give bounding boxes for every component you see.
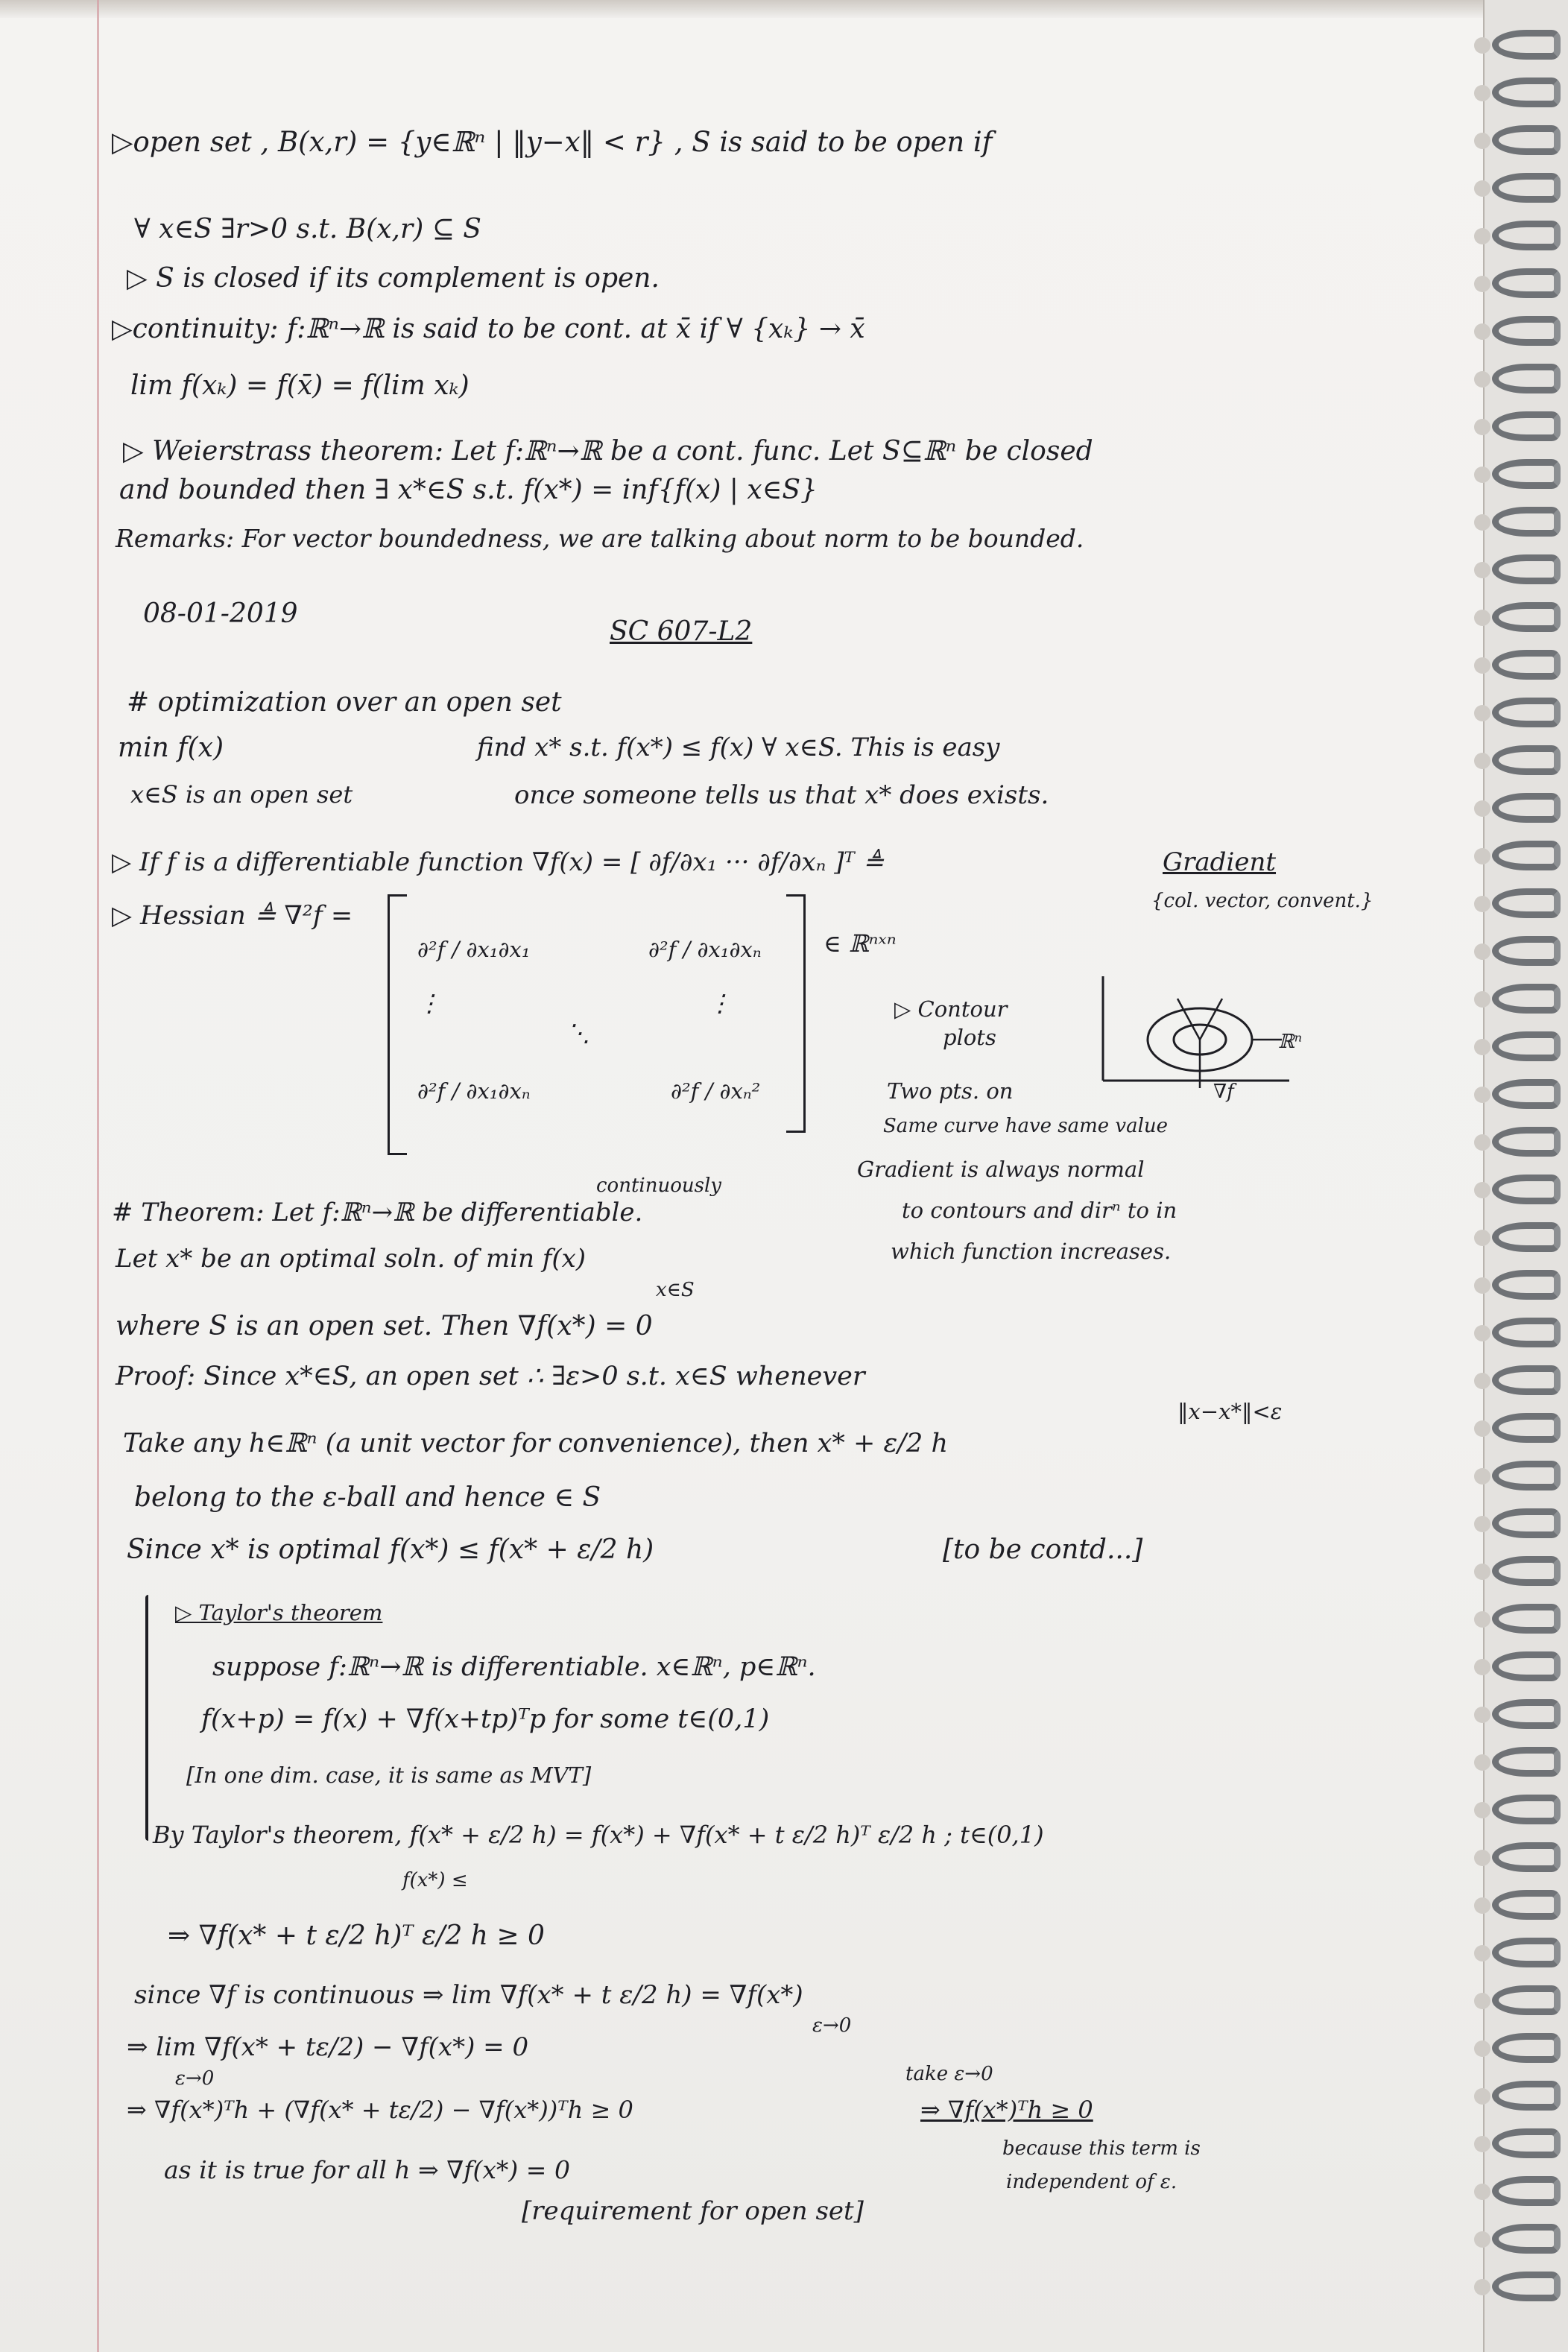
binding-coil: [1492, 1031, 1561, 1061]
proof-epsilon-ball: ‖x−x*‖<ε: [1177, 1399, 1283, 1424]
punch-hole: [1474, 1659, 1490, 1675]
punch-hole: [1474, 1707, 1490, 1723]
binding-coil: [1492, 1270, 1561, 1300]
binding-coil: [1492, 268, 1561, 298]
binding-coil: [1492, 1318, 1561, 1347]
punch-hole: [1474, 1897, 1490, 1914]
punch-hole: [1474, 1420, 1490, 1437]
punch-hole: [1474, 1182, 1490, 1198]
theorem-x-in-s: x∈S: [656, 1279, 695, 1301]
min-problem: min f(x): [118, 733, 224, 763]
binding-coil: [1492, 936, 1561, 966]
binding-coil: [1492, 888, 1561, 918]
punch-hole: [1474, 1945, 1490, 1961]
binding-coil: [1492, 2224, 1561, 2254]
taylor-mvt-note: [In one dim. case, it is same as MVT]: [186, 1763, 592, 1788]
hessian-ddots: ⋱: [566, 1019, 590, 1047]
punch-hole: [1474, 2184, 1490, 2200]
binding-coil: [1492, 1365, 1561, 1395]
binding-coil: [1492, 1175, 1561, 1204]
punch-hole: [1474, 1993, 1490, 2009]
hessian-dimension: ∈ ℝⁿˣⁿ: [823, 929, 897, 958]
punch-hole: [1474, 800, 1490, 817]
punch-hole: [1474, 323, 1490, 340]
proof-belong: belong to the ε-ball and hence ∈ S: [134, 1482, 601, 1513]
binding-coil: [1492, 1413, 1561, 1443]
punch-hole: [1474, 514, 1490, 531]
punch-hole: [1474, 1611, 1490, 1628]
existence-note: once someone tells us that x* does exists.: [514, 780, 1049, 810]
punch-hole: [1474, 1564, 1490, 1580]
proof-to-be-contd: [to be contd...]: [943, 1534, 1143, 1565]
binding-coil: [1492, 507, 1561, 537]
gradient-label: Gradient: [1163, 847, 1277, 877]
punch-hole: [1474, 1468, 1490, 1485]
gradient-convention: {col. vector, convent.}: [1151, 890, 1373, 912]
gradient-normal-note-3: which function increases.: [891, 1239, 1172, 1264]
punch-hole: [1474, 276, 1490, 292]
page-top-edge: [0, 0, 1483, 18]
binding-coil: [1492, 2272, 1561, 2301]
punch-hole: [1474, 2231, 1490, 2248]
hessian-entry-nn: ∂²f / ∂xₙ²: [671, 1078, 761, 1104]
punch-hole: [1474, 610, 1490, 626]
lecture-date: 08-01-2019: [143, 598, 298, 629]
proof-start: Proof: Since x*∈S, an open set ∴ ∃ε>0 s.t. x∈S whenever: [116, 1362, 865, 1391]
binding-coil: [1492, 1508, 1561, 1538]
contour-note-2: Same curve have same value: [883, 1115, 1169, 1137]
hessian-left-bracket: [388, 894, 407, 1155]
hessian-vdots-right: ⋮: [708, 989, 732, 1017]
punch-hole: [1474, 2088, 1490, 2105]
punch-hole: [1474, 371, 1490, 388]
theorem-conclusion: where S is an open set. Then ∇f(x*) = 0: [116, 1311, 653, 1341]
binding-coil: [1492, 1127, 1561, 1157]
binding-coil: [1492, 1747, 1561, 1777]
taylor-expansion: f(x+p) = f(x) + ∇f(x+tp)ᵀp for some t∈(0,1): [201, 1704, 770, 1734]
weierstrass-theorem: ▷ Weierstrass theorem: Let f:ℝⁿ→ℝ be a cont. func. Let S⊆ℝⁿ be closed: [123, 436, 1093, 467]
punch-hole: [1474, 705, 1490, 721]
theorem-optimal-solution: Let x* be an optimal soln. of min f(x): [116, 1244, 587, 1274]
binding-coil: [1492, 745, 1561, 775]
binding-coil: [1492, 602, 1561, 632]
punch-hole: [1474, 1087, 1490, 1103]
binding-coil: [1492, 1938, 1561, 1967]
punch-hole: [1474, 562, 1490, 578]
gradient-inequality: ⇒ ∇f(x* + t ε/2 h)ᵀ ε/2 h ≥ 0: [168, 1921, 545, 1951]
binding-coil: [1492, 364, 1561, 393]
punch-hole: [1474, 1277, 1490, 1294]
binding-coil: [1492, 2176, 1561, 2206]
contour-rn-label: ℝⁿ: [1278, 1031, 1303, 1053]
continuity-argument: since ∇f is continuous ⇒ lim ∇f(x* + t ε/2 h) = ∇f(x*): [134, 1980, 803, 2010]
gradient-definition: ▷ If f is a differentiable function ∇f(x) = [ ∂f/∂x₁ ··· ∂f/∂xₙ ]ᵀ ≜: [112, 847, 885, 877]
punch-hole: [1474, 848, 1490, 864]
theorem-statement: # Theorem: Let f:ℝⁿ→ℝ be differentiable.: [112, 1198, 643, 1227]
binding-coil: [1492, 1842, 1561, 1872]
binding-coil: [1492, 1985, 1561, 2015]
taylor-applied: By Taylor's theorem, f(x* + ε/2 h) = f(x*) + ∇f(x* + t ε/2 h)ᵀ ε/2 h ; t∈(0,1): [153, 1821, 1044, 1849]
taylor-suppose: suppose f:ℝⁿ→ℝ is differentiable. x∈ℝⁿ, p∈ℝⁿ.: [212, 1652, 816, 1682]
punch-hole: [1474, 228, 1490, 244]
hessian-entry-n1: ∂²f / ∂x₁∂xₙ: [417, 1078, 531, 1104]
contour-note: Two pts. on: [887, 1078, 1014, 1104]
continuity-limit: lim f(xₖ) = f(x̄) = f(lim xₖ): [130, 370, 470, 401]
closed-set-definition: ▷ S is closed if its complement is open.: [127, 263, 660, 294]
continuity-limit-sub: ε→0: [812, 2014, 852, 2037]
limit-difference: ⇒ lim ∇f(x* + tε/2) − ∇f(x*) = 0: [127, 2032, 529, 2062]
binding-coil: [1492, 698, 1561, 727]
binding-coil: [1492, 221, 1561, 250]
binding-coil: [1492, 1079, 1561, 1109]
proof-take-h: Take any h∈ℝⁿ (a unit vector for convenience), then x* + ε/2 h: [123, 1429, 948, 1458]
punch-hole: [1474, 180, 1490, 197]
gradient-normal-note-2: to contours and dirⁿ to in: [902, 1198, 1177, 1223]
section-heading-open-set: # optimization over an open set: [127, 687, 562, 718]
binding-coil: [1492, 459, 1561, 489]
hessian-entry-1n: ∂²f / ∂x₁∂xₙ: [648, 937, 762, 962]
requirement-note: [requirement for open set]: [522, 2196, 864, 2226]
taylor-applied-note: f(x*) ≤: [402, 1869, 468, 1891]
take-epsilon-note: take ε→0: [905, 2063, 993, 2085]
binding-coil: [1492, 2128, 1561, 2158]
punch-hole: [1474, 37, 1490, 54]
binding-coil: [1492, 2081, 1561, 2111]
contour-plot-sketch: [1073, 969, 1297, 1118]
margin-line: [97, 0, 99, 2352]
course-code: SC 607-L2: [610, 616, 753, 647]
remarks: Remarks: For vector boundedness, we are talking about norm to be bounded.: [116, 524, 1084, 553]
punch-hole: [1474, 753, 1490, 769]
punch-hole: [1474, 2279, 1490, 2295]
binding-coil: [1492, 984, 1561, 1014]
punch-hole: [1474, 467, 1490, 483]
binding-coil: [1492, 411, 1561, 441]
binding-coil: [1492, 1795, 1561, 1824]
binding-coil: [1492, 1699, 1561, 1729]
binding-coil: [1492, 1651, 1561, 1681]
hessian-definition: ▷ Hessian ≜ ∇²f =: [112, 901, 353, 931]
conclusion-all-h: as it is true for all h ⇒ ∇f(x*) = 0: [164, 2155, 570, 2184]
punch-hole: [1474, 1134, 1490, 1151]
punch-hole: [1474, 991, 1490, 1008]
punch-hole: [1474, 2040, 1490, 2057]
binding-coil: [1492, 841, 1561, 870]
binding-coil: [1492, 316, 1561, 346]
binding-coil: [1492, 125, 1561, 155]
taylor-left-paren: [145, 1595, 148, 1841]
open-set-condition: ∀ x∈S ∃r>0 s.t. B(x,r) ⊆ S: [134, 214, 481, 244]
hessian-right-bracket: [786, 894, 806, 1133]
theorem-continuously: continuously: [596, 1175, 721, 1197]
binding-coil: [1492, 1222, 1561, 1252]
punch-hole: [1474, 1802, 1490, 1818]
punch-hole: [1474, 133, 1490, 149]
punch-hole: [1474, 896, 1490, 912]
contour-plots-label: ▷ Contour: [894, 996, 1008, 1022]
binding-coil: [1492, 1461, 1561, 1490]
punch-hole: [1474, 1039, 1490, 1055]
term-note-2: independent of ε.: [1006, 2171, 1177, 2193]
binding-coil: [1492, 1890, 1561, 1920]
taylor-heading: ▷ Taylor's theorem: [175, 1600, 383, 1625]
punch-hole: [1474, 1230, 1490, 1246]
find-x-star: find x* s.t. f(x*) ≤ f(x) ∀ x∈S. This is easy: [477, 733, 1000, 762]
open-set-definition: ▷open set , B(x,r) = {y∈ℝⁿ | ‖y−x‖ < r} , S is said to be open if: [112, 126, 993, 158]
binding-coil: [1492, 793, 1561, 823]
inequality-split: ⇒ ∇f(x*)ᵀh + (∇f(x* + tε/2) − ∇f(x*))ᵀh ≥ 0: [127, 2096, 633, 2124]
binding-coil: [1492, 650, 1561, 680]
punch-hole: [1474, 1516, 1490, 1532]
weierstrass-conclusion: and bounded then ∃ x*∈S s.t. f(x*) = inf{f(x) | x∈S}: [119, 475, 818, 505]
inequality-result: ⇒ ∇f(x*)ᵀh ≥ 0: [920, 2096, 1093, 2124]
binding-coil: [1492, 78, 1561, 107]
binding-coil: [1492, 1556, 1561, 1586]
punch-hole: [1474, 657, 1490, 674]
binding-coil: [1492, 173, 1561, 203]
proof-optimal: Since x* is optimal f(x*) ≤ f(x* + ε/2 h): [127, 1534, 654, 1565]
punch-hole: [1474, 1754, 1490, 1771]
punch-hole: [1474, 85, 1490, 101]
punch-hole: [1474, 1373, 1490, 1389]
binding-coil: [1492, 30, 1561, 60]
binding-coil: [1492, 554, 1561, 584]
limit-difference-sub: ε→0: [175, 2067, 215, 2090]
hessian-entry-11: ∂²f / ∂x₁∂x₁: [417, 937, 531, 962]
spiral-binding: [1483, 0, 1568, 2352]
binding-coil: [1492, 1604, 1561, 1634]
punch-hole: [1474, 943, 1490, 960]
punch-hole: [1474, 1850, 1490, 1866]
binding-coil: [1492, 2033, 1561, 2063]
hessian-vdots-left: ⋮: [417, 989, 441, 1017]
x-in-s-note: x∈S is an open set: [130, 780, 353, 809]
term-note: because this term is: [1002, 2137, 1201, 2160]
punch-hole: [1474, 419, 1490, 435]
punch-hole: [1474, 2136, 1490, 2152]
contour-plots-label-2: plots: [943, 1025, 996, 1050]
continuity-definition: ▷continuity: f:ℝⁿ→ℝ is said to be cont. at x̄ if ∀ {xₖ} → x̄: [112, 314, 865, 344]
contour-grad-label: ∇f: [1213, 1081, 1234, 1103]
punch-hole: [1474, 1325, 1490, 1341]
gradient-normal-note: Gradient is always normal: [857, 1157, 1145, 1182]
